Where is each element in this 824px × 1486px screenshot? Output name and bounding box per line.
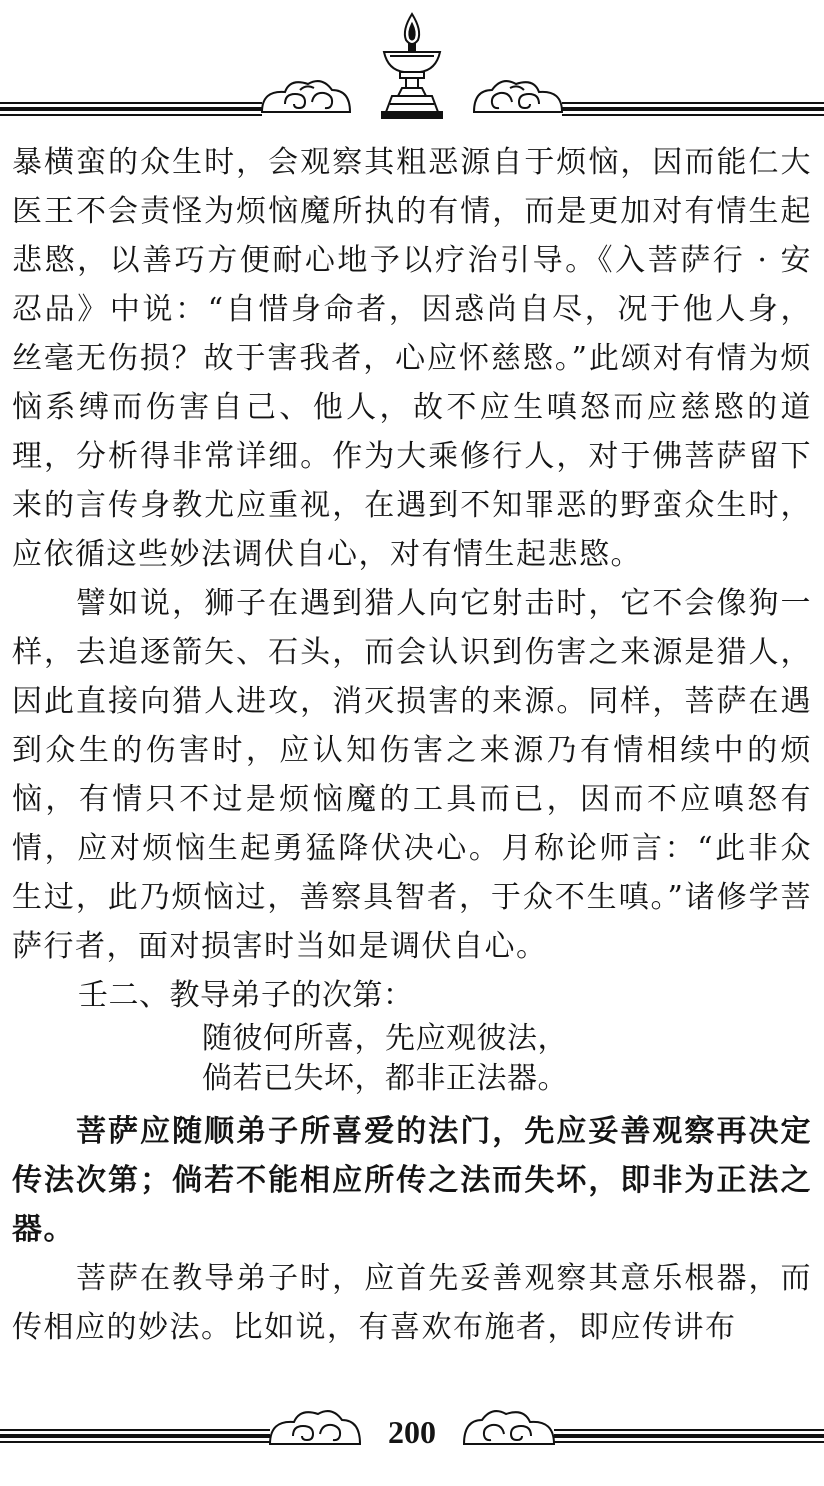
cloud-scroll-right-icon [464,1411,554,1444]
butter-lamp-icon [382,14,442,118]
verse-line-1: 随彼何所喜，先应观彼法， [202,1021,568,1056]
verse-line-2: 倘若已失坏，都非正法器。 [202,1061,568,1096]
section-heading: 壬二、教导弟子的次第： [78,978,414,1013]
verse-explanation: 菩萨应随顺弟子所喜爱的法门，先应妥善观察再决定传法次第；倘若不能相应所传之法而失坏，即非为正法之器。 [12,1114,812,1247]
page-body [12,138,812,1352]
paragraph-teaching: 菩萨在教导弟子时，应首先妥善观察其意乐根器，而传相应的妙法。比如说，有喜欢布施者，即应传讲布 [12,1261,812,1345]
cloud-scroll-left-icon [270,1411,360,1444]
lamp-header-ornament [0,0,824,130]
page-number: 200 [388,1414,436,1450]
paragraph-continued: 暴横蛮的众生时，会观察其粗恶源自于烦恼，因而能仁大医王不会责怪为烦恼魔所执的有情，而是更加对有情生起悲愍，以善巧方便耐心地予以疗治引导。《入菩萨行 · 安忍品》中说：“自惜身命者，因惑尚自尽，况于他人身，丝毫无伤损？故于害我者，心应怀慈愍。”此颂对有情为烦恼系缚而伤害自己、他人，故不应生嗔怒而应慈愍的道理，分析得非常详细。作为大乘修行人，对于佛菩萨留下来的言传身教尤应重视，在遇到不知罪恶的野蛮众生时，应依循这些妙法调伏自心，对有情生起悲愍。 [12,145,812,572]
cloud-scroll-right-icon [474,81,562,112]
cloud-scroll-left-icon [262,81,350,112]
paragraph-lion-analogy: 譬如说，狮子在遇到猎人向它射击时，它不会像狗一样，去追逐箭矢、石头，而会认识到伤害之来源是猎人，因此直接向猎人进攻，消灭损害的来源。同样，菩萨在遇到众生的伤害时，应认知伤害之来源乃有情相续中的烦恼，有情只不过是烦恼魔的工具而已，因而不应嗔怒有情，应对烦恼生起勇猛降伏决心。月称论师言：“此非众生过，此乃烦恼过，善察具智者，于众不生嗔。”诸修学菩萨行者，面对损害时当如是调伏自心。 [12,586,812,964]
